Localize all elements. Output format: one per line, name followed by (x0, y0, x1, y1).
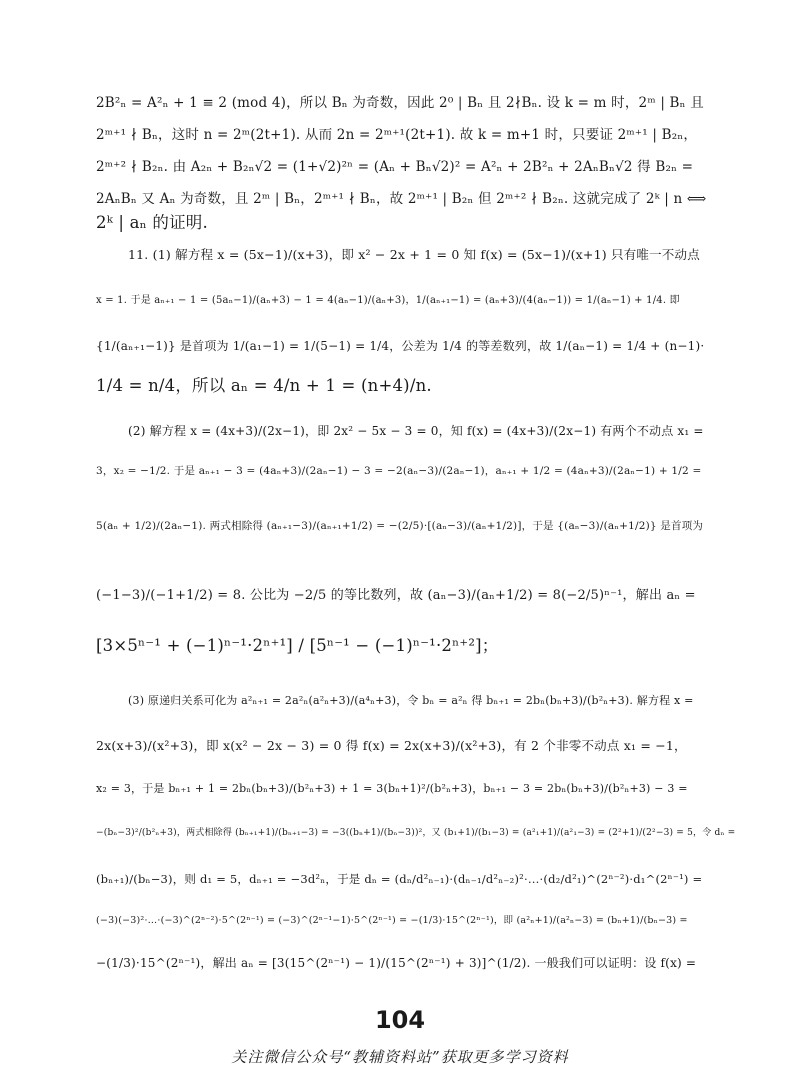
text-line: −(1/3)·15^(2ⁿ⁻¹)，解出 aₙ = [3(15^(2ⁿ⁻¹) − 1)/(15^(2ⁿ⁻¹) + 3)]^(1/2). 一般我们可以证明：设 f(x) = (96, 956, 697, 970)
footer-watermark: 关注微信公众号“教辅资料站”获取更多学习资料 (231, 1048, 569, 1066)
problem-11-part-2-heading: (2) 解方程 x = (4x+3)/(2x−1)，即 2x² − 5x − 3 = 0，知 f(x) = (4x+3)/(2x−1) 有两个不动点 x₁ = (128, 424, 704, 438)
text-line: x₂ = 3，于是 bₙ₊₁ + 1 = 2bₙ(bₙ+3)/(b²ₙ+3) + 1 = 3(bₙ+1)²/(b²ₙ+3)，bₙ₊₁ − 3 = 2bₙ(bₙ+3)/(b²ₙ+3) − 3 = (96, 782, 688, 795)
text-line: 2ᵐ⁺² ∤ B₂ₙ. 由 A₂ₙ + B₂ₙ√2 = (1+√2)²ⁿ = (Aₙ + Bₙ√2)² = A²ₙ + 2B²ₙ + 2AₙBₙ√2 得 B₂ₙ = (96, 159, 694, 175)
text-line: x = 1. 于是 aₙ₊₁ − 1 = (5aₙ−1)/(aₙ+3) − 1 = 4(aₙ−1)/(aₙ+3)，1/(aₙ₊₁−1) = (aₙ+3)/(4(aₙ−1)) = 1/(aₙ−1) + 1/4. 即 (96, 295, 680, 306)
text-line: [3×5ⁿ⁻¹ + (−1)ⁿ⁻¹·2ⁿ⁺¹] / [5ⁿ⁻¹ − (−1)ⁿ⁻¹·2ⁿ⁺²]； (96, 636, 499, 655)
text-line: (−3)(−3)²·…·(−3)^(2ⁿ⁻²)·5^(2ⁿ⁻¹) = (−3)^(2ⁿ⁻¹−1)·5^(2ⁿ⁻¹) = −(1/3)·15^(2ⁿ⁻¹)，即 (a²ₙ+1)/(a²ₙ−3) = (bₙ+1)/(bₙ−3) = (96, 915, 688, 926)
text-line: 2AₙBₙ 又 Aₙ 为奇数，且 2ᵐ | Bₙ，2ᵐ⁺¹ ∤ Bₙ，故 2ᵐ⁺¹ | B₂ₙ 但 2ᵐ⁺² ∤ B₂ₙ. 这就完成了 2ᵏ | n ⟺ (96, 191, 707, 207)
text-line: −(bₙ−3)²/(b²ₙ+3)，两式相除得 (bₙ₊₁+1)/(bₙ₊₁−3) = −3((bₙ+1)/(bₙ−3))²，又 (b₁+1)/(b₁−3) = (a²₁+1)/(a²₁−3) = (2²+1)/(2²−3) = 5，令 dₙ = (96, 828, 736, 838)
problem-11-part-1-heading: 11. (1) 解方程 x = (5x−1)/(x+3)，即 x² − 2x + 1 = 0 知 f(x) = (5x−1)/(x+1) 只有唯一不动点 (128, 247, 700, 262)
text-line: 2B²ₙ = A²ₙ + 1 ≡ 2 (mod 4)，所以 Bₙ 为奇数，因此 2⁰ | Bₙ 且 2∤Bₙ. 设 k = m 时，2ᵐ | Bₙ 且 (96, 95, 704, 111)
text-line: (bₙ₊₁)/(bₙ−3)，则 d₁ = 5，dₙ₊₁ = −3d²ₙ，于是 dₙ = (dₙ/d²ₙ₋₁)·(dₙ₋₁/d²ₙ₋₂)²·…·(d₂/d²₁)^(2ⁿ⁻²)·d₁^(2ⁿ⁻¹) = (96, 872, 703, 886)
text-line: 5(aₙ + 1/2)/(2aₙ−1). 两式相除得 (aₙ₊₁−3)/(aₙ₊₁+1/2) = −(2/5)·[(aₙ−3)/(aₙ+1/2)]，于是 {(aₙ−3)/(aₙ+1/2)} 是首项为 (96, 520, 704, 532)
text-line: 3，x₂ = −1/2. 于是 aₙ₊₁ − 3 = (4aₙ+3)/(2aₙ−1) − 3 = −2(aₙ−3)/(2aₙ−1)，aₙ₊₁ + 1/2 = (4aₙ+3)/(2aₙ−1) + 1/2 = (96, 465, 702, 477)
text-line: 2ᵐ⁺¹ ∤ Bₙ，这时 n = 2ᵐ(2t+1). 从而 2n = 2ᵐ⁺¹(2t+1). 故 k = m+1 时，只要证 2ᵐ⁺¹ | B₂ₙ， (96, 127, 698, 143)
text-line: (−1−3)/(−1+1/2) = 8. 公比为 −2/5 的等比数列，故 (aₙ−3)/(aₙ+1/2) = 8(−2/5)ⁿ⁻¹，解出 aₙ = (96, 588, 696, 603)
text-line: {1/(aₙ₊₁−1)} 是首项为 1/(a₁−1) = 1/(5−1) = 1/4，公差为 1/4 的等差数列，故 1/(aₙ−1) = 1/4 + (n−1)· (96, 339, 705, 353)
text-line: 2ᵏ | aₙ 的证明. (96, 213, 208, 232)
text-line: 2x(x+3)/(x²+3)，即 x(x² − 2x − 3) = 0 得 f(x) = 2x(x+3)/(x²+3)，有 2 个非零不动点 x₁ = −1， (96, 738, 687, 753)
page-number: 104 (374, 1006, 426, 1034)
problem-11-part-3-heading: (3) 原递归关系可化为 a²ₙ₊₁ = 2a²ₙ(a²ₙ+3)/(a⁴ₙ+3)，令 bₙ = a²ₙ 得 bₙ₊₁ = 2bₙ(bₙ+3)/(b²ₙ+3). 解方程 x = (128, 694, 694, 707)
text-line: 1/4 = n/4，所以 aₙ = 4/n + 1 = (n+4)/n. (96, 376, 432, 395)
